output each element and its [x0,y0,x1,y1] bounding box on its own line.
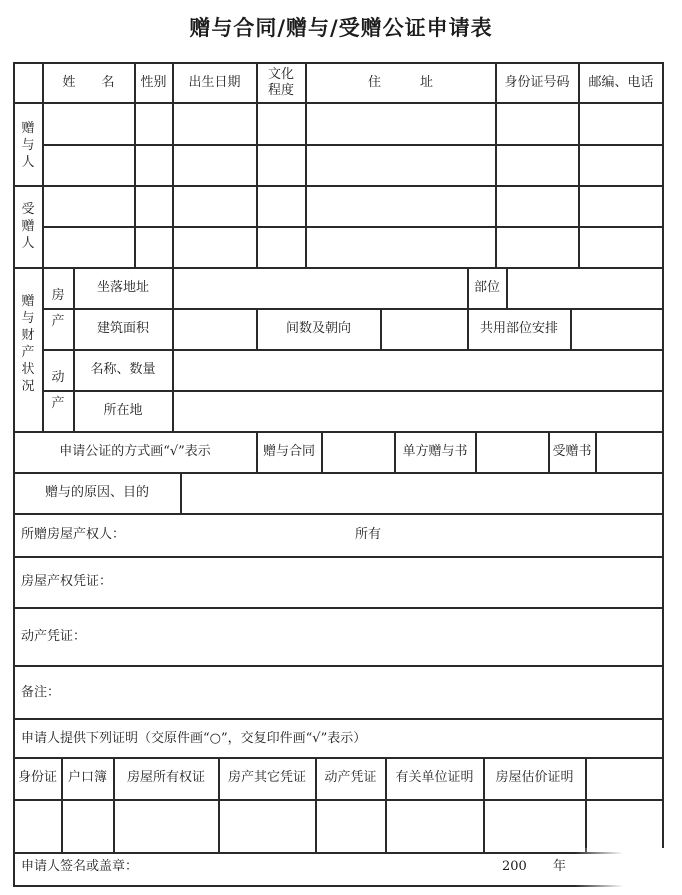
location-field[interactable] [174,269,467,308]
remark-field[interactable] [68,672,658,714]
owner-suffix: 所有 [355,527,382,542]
donor-address-field[interactable] [307,104,495,144]
proof-item-house-ownership: 房屋所有权证 [126,770,205,785]
grid-line [42,267,44,431]
house-cert-label: 房屋产权凭证： [21,574,113,589]
method-option-contract: 赠与合同 [262,444,315,459]
grid-line [578,62,580,267]
proof-item-id-card: 身份证 [17,770,57,785]
grid-line [134,62,136,267]
donee-address-field[interactable] [307,187,495,226]
header-gender: 性别 [140,75,167,90]
movable-cert-field[interactable] [93,614,658,660]
unilateral-check-box[interactable] [477,433,548,472]
proof-mark-house-ownership[interactable] [115,801,218,852]
page-edge-fade [575,848,682,895]
donee-label: 受赠人 [21,202,35,251]
donor-label: 赠与人 [21,121,35,170]
grid-line [13,665,663,667]
grid-line [585,757,587,852]
border-right [662,62,664,852]
application-form [13,62,663,886]
signature-field[interactable] [153,855,483,883]
proof-mark-movable-cert[interactable] [317,801,385,852]
grid-line [13,607,663,609]
header-education: 文化 程度 [267,67,294,98]
grid-line [43,226,663,228]
proof-mark-valuation-cert[interactable] [487,801,585,852]
form-title: 赠与合同/赠与/受赠公证申请表 [189,16,493,40]
proof-instruction: 申请人提供下列证明（交原件画“○”，交复印件画“√”表示） [21,731,367,746]
signature-label: 申请人签名或盖章： [21,859,139,874]
method-label: 申请公证的方式画“√”表示 [59,444,211,459]
place-label: 所在地 [103,403,143,418]
header-address: 住 址 [367,75,433,90]
reason-label: 赠与的原因、目的 [44,485,149,500]
proof-mark-id-card[interactable] [15,801,61,852]
year-suffix: 年 [553,859,567,874]
shared-parts-label: 共用部位安排 [479,321,558,336]
header-birth: 出生日期 [188,75,241,90]
reason-field[interactable] [182,474,662,513]
donee-name-field-2[interactable] [44,228,134,267]
acceptance-check-box[interactable] [597,433,662,472]
grid-line [495,62,497,267]
header-name: 姓 名 [62,75,115,90]
grid-line [13,513,663,515]
grid-line [172,62,174,267]
header-postal-phone: 邮编、电话 [588,75,654,90]
year-prefix: 200 [502,859,527,874]
donee-name-field[interactable] [44,187,134,226]
grid-line [43,144,663,146]
owner-label: 所赠房屋产权人： [21,527,126,542]
part-field[interactable] [508,269,662,308]
donor-name-field-2[interactable] [44,146,134,185]
proof-item-movable-cert: 动产凭证 [324,770,377,785]
name-quantity-field[interactable] [174,351,662,390]
rooms-field[interactable] [382,310,467,349]
grid-line [13,556,663,558]
proof-item-valuation-cert: 房屋估价证明 [495,770,574,785]
grid-line [13,852,663,854]
movable-label: 动产 [51,370,65,411]
real-estate-label: 房产 [51,288,65,329]
grid-line [13,718,663,720]
remark-label: 备注： [21,685,61,700]
grid-line [305,62,307,267]
method-option-acceptance: 受赠书 [552,444,592,459]
grid-line [13,757,663,759]
proof-mark-unit-cert[interactable] [387,801,483,852]
part-label: 部位 [473,280,500,295]
location-label: 坐落地址 [96,280,149,295]
proof-mark-other-house-cert[interactable] [220,801,315,852]
proof-item-other-house-cert: 房产其它凭证 [227,770,306,785]
border-top [13,62,663,64]
donor-name-field[interactable] [44,104,134,144]
property-status-label: 赠与财产状况 [21,294,35,394]
place-field[interactable] [174,392,662,431]
name-quantity-label: 名称、数量 [90,362,156,377]
method-option-unilateral: 单方赠与书 [402,444,468,459]
movable-cert-label: 动产凭证： [21,629,87,644]
proof-item-hukou: 户口簿 [67,770,107,785]
contract-check-box[interactable] [323,433,394,472]
owner-field[interactable] [143,518,348,552]
header-id-number: 身份证号码 [504,75,570,90]
shared-parts-field[interactable] [572,310,662,349]
proof-mark-hukou[interactable] [63,801,113,852]
house-cert-field[interactable] [123,562,658,602]
border-bottom [13,885,663,887]
proof-item-unit-cert: 有关单位证明 [395,770,474,785]
area-field[interactable] [174,310,256,349]
area-label: 建筑面积 [96,321,149,336]
rooms-orientation-label: 间数及朝向 [285,321,351,336]
